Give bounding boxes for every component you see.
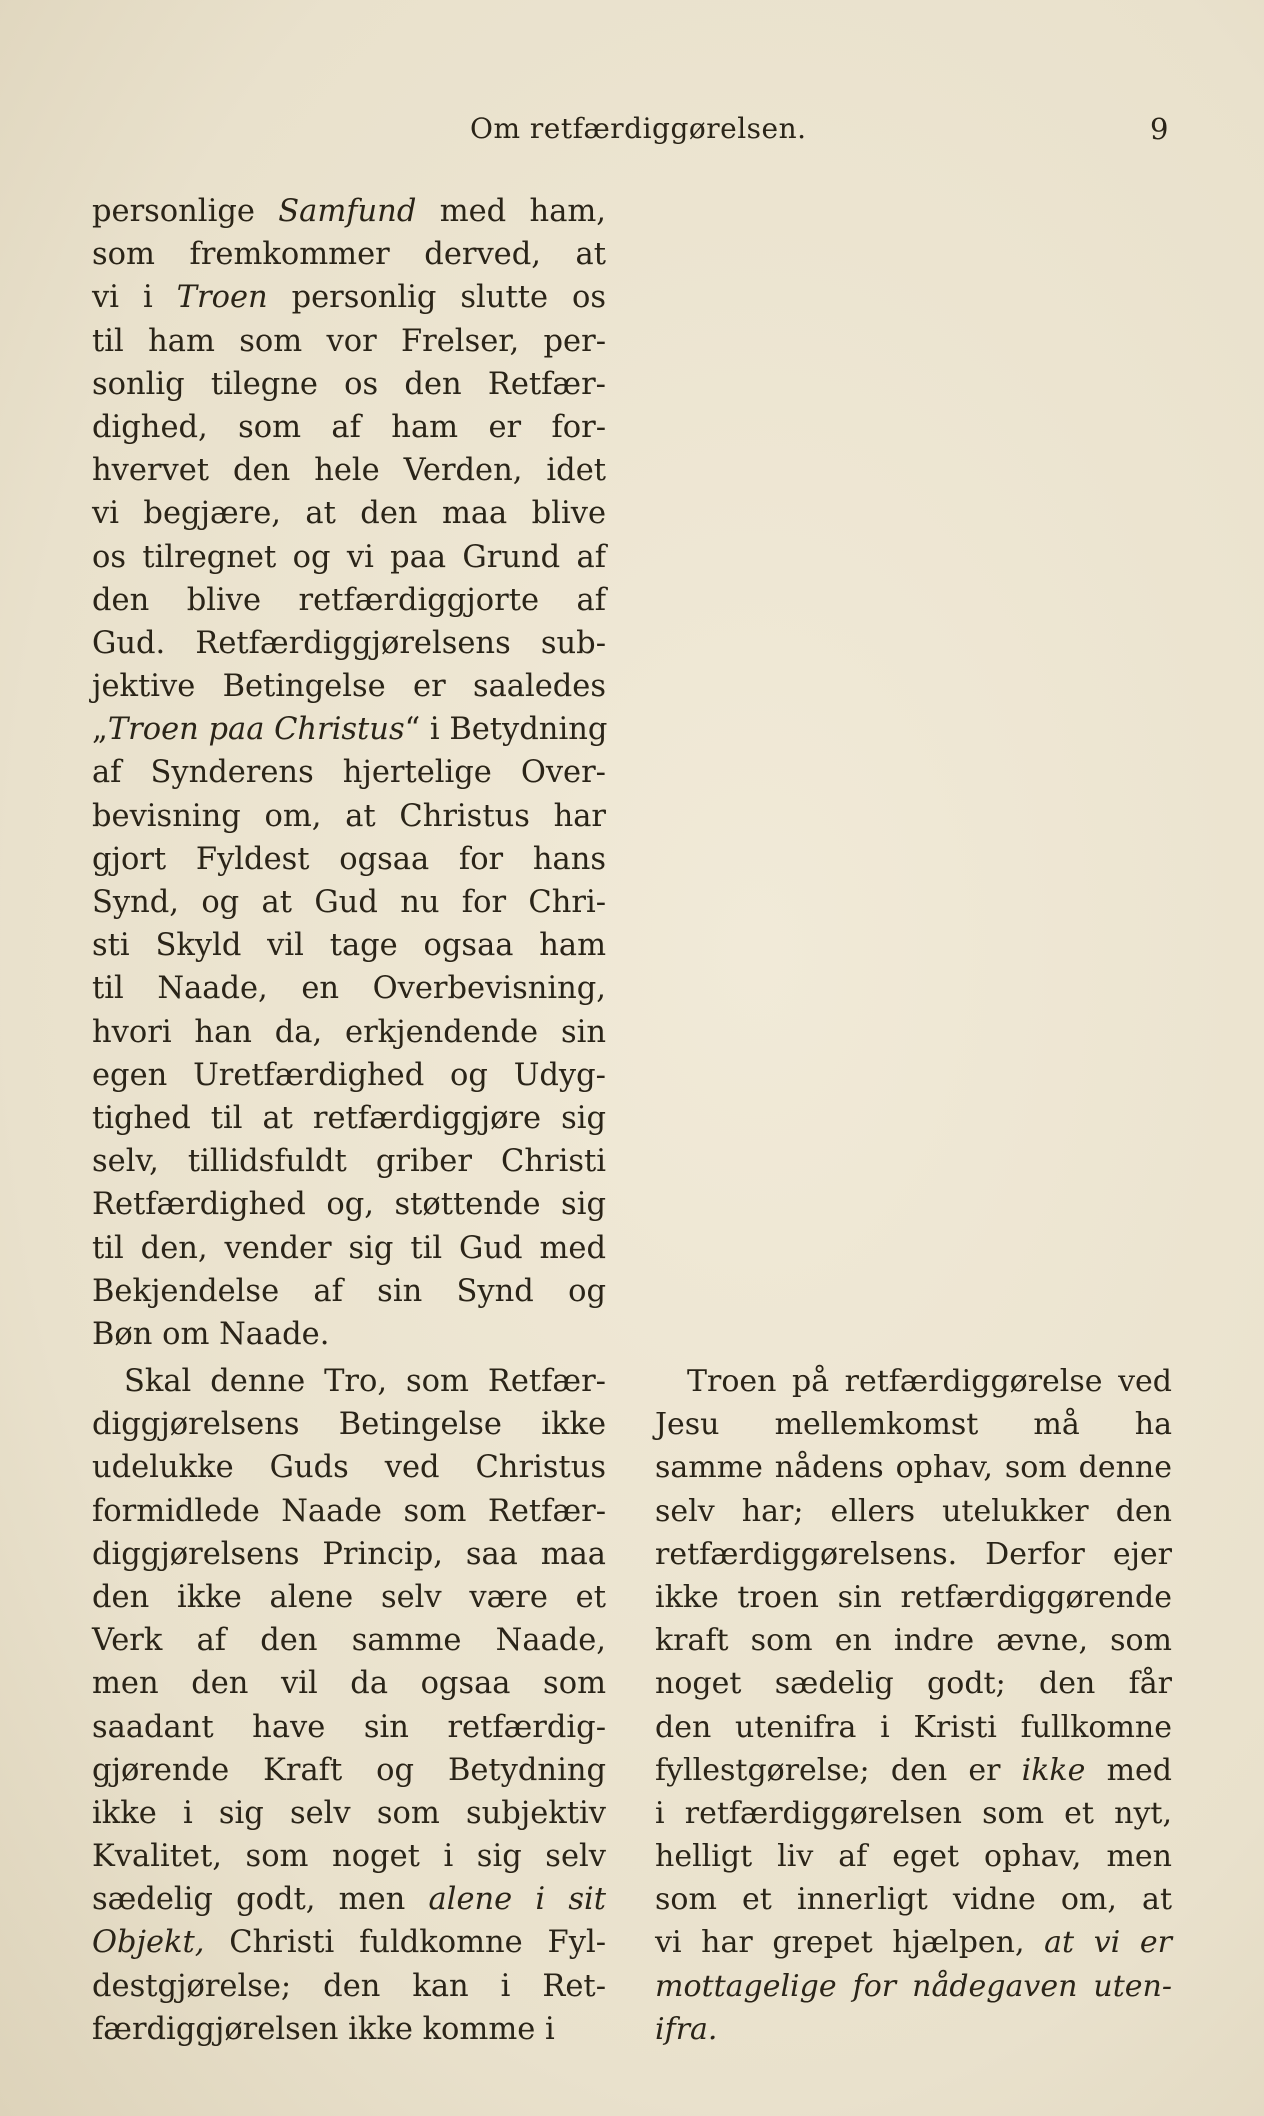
line-text: den ikke alene selv være et — [92, 1579, 606, 1615]
text-line — [92, 536, 606, 579]
line-text: fyllestgørelse; den er — [655, 1752, 1022, 1788]
text-line — [92, 1313, 606, 1356]
line-text: til den, vender sig til Gud med — [92, 1230, 606, 1266]
paragraph-1 — [92, 190, 606, 1356]
text-line — [92, 320, 606, 363]
text-line — [655, 1446, 1172, 1489]
emphasis-text: ikke — [1021, 1752, 1086, 1788]
text-line — [655, 1965, 1172, 2008]
text-line — [92, 1270, 606, 1313]
line-text: ikke troen sin retfærdiggørende — [655, 1579, 1172, 1615]
text-line — [92, 233, 606, 276]
text-line — [92, 967, 606, 1010]
text-line — [655, 1921, 1172, 1964]
line-text: Troen på retfærdiggørelse ved — [687, 1364, 1172, 1399]
text-line — [92, 1965, 606, 2008]
line-text: Jesu mellemkomst må ha — [655, 1407, 1172, 1443]
line-text: diggjørelsens Princip, saa maa — [92, 1536, 606, 1572]
text-line — [92, 1576, 606, 1619]
text-line — [92, 1921, 606, 1964]
line-text: dighed, som af ham er for- — [92, 409, 606, 445]
line-text: færdiggjørelsen ikke komme i — [92, 2011, 555, 2047]
line-text: den utenifra i Kristi fullkomne — [655, 1709, 1172, 1745]
text-line — [92, 1183, 606, 1226]
text-line — [655, 1706, 1172, 1749]
line-text: Kvalitet, som noget i sig selv — [92, 1839, 606, 1875]
line-text: til Naade, en Overbevisning, — [92, 971, 606, 1007]
line-text: men den vil da ogsaa som — [92, 1666, 606, 1702]
text-line — [655, 1619, 1172, 1662]
emphasis-text: ifra. — [655, 2011, 718, 2047]
line-text: i retfærdiggørelsen som et nyt, — [655, 1795, 1172, 1831]
text-line — [92, 1140, 606, 1183]
text-line — [92, 1011, 606, 1054]
line-text: sædelig godt, men — [92, 1882, 429, 1918]
line-text: med — [1085, 1752, 1172, 1788]
line-text: formidlede Naade som Retfær- — [92, 1493, 606, 1529]
line-text: af Synderens hjertelige Over- — [92, 755, 606, 791]
line-text: personlige — [92, 194, 279, 229]
text-line — [92, 1792, 606, 1835]
text-line — [655, 1835, 1172, 1878]
text-line — [92, 665, 606, 708]
line-text: Skal denne Tro, som Retfær- — [124, 1364, 606, 1399]
text-line — [92, 924, 606, 967]
line-text: samme nådens ophav, som denne — [655, 1450, 1172, 1486]
text-line — [92, 1403, 606, 1446]
line-text: hvervet den hele Verden, idet — [92, 453, 606, 489]
line-text: ikke i sig selv som subjektiv — [92, 1795, 606, 1831]
text-line — [92, 190, 606, 233]
line-text: tighed til at retfærdiggjøre sig — [92, 1100, 606, 1136]
text-line — [655, 1576, 1172, 1619]
text-line — [92, 1360, 606, 1403]
line-text: som et innerligt vidne om, at — [655, 1882, 1172, 1918]
text-line — [92, 1749, 606, 1792]
line-text: retfærdiggørelsens. Derfor ejer — [655, 1536, 1172, 1572]
emphasis-text: Objekt, — [92, 1925, 205, 1961]
line-text: egen Uretfærdighed og Udyg- — [92, 1057, 606, 1093]
line-text: Verk af den samme Naade, — [92, 1623, 606, 1659]
line-text: diggjørelsens Betingelse ikke — [92, 1407, 606, 1443]
line-text: Bøn om Naade. — [92, 1316, 330, 1352]
line-text: den blive retfærdiggjorte af — [92, 582, 606, 618]
text-line — [92, 1227, 606, 1270]
text-line — [92, 406, 606, 449]
text-line — [655, 1403, 1172, 1446]
line-text: til ham som vor Frelser, per- — [92, 323, 606, 359]
text-line — [92, 708, 606, 751]
line-text: udelukke Guds ved Christus — [92, 1450, 606, 1486]
text-line — [655, 1792, 1172, 1835]
text-line — [92, 579, 606, 622]
text-line — [655, 1533, 1172, 1576]
line-text: Christi fuldkomne Fyl- — [204, 1925, 606, 1961]
line-text: noget sædelig godt; den får — [655, 1666, 1172, 1702]
text-line — [92, 1835, 606, 1878]
text-line — [92, 276, 606, 319]
line-text: bevisning om, at Christus har — [92, 798, 606, 834]
text-line — [92, 881, 606, 924]
line-text: personlig slutte os — [267, 280, 606, 316]
line-text: “ i Betydning — [404, 712, 608, 748]
text-line — [92, 1533, 606, 1576]
text-line — [655, 1749, 1172, 1792]
text-line — [655, 1360, 1172, 1403]
line-text: helligt liv af eget ophav, men — [655, 1839, 1172, 1875]
running-header — [0, 112, 1264, 152]
emphasis-text: Samfund — [278, 194, 417, 229]
emphasis-text: Troen paa Christus — [107, 712, 405, 748]
text-line — [92, 492, 606, 535]
line-text: hvori han da, erkjendende sin — [92, 1014, 606, 1050]
line-text: som fremkommer derved, at — [92, 237, 606, 273]
line-text: gjørende Kraft og Betydning — [92, 1752, 606, 1788]
text-line — [655, 1878, 1172, 1921]
line-text: jektive Betingelse er saaledes — [92, 669, 606, 705]
line-text: vi i — [92, 280, 177, 316]
text-line — [655, 2008, 1172, 2051]
text-line — [655, 1662, 1172, 1705]
paragraph-2 — [92, 1360, 606, 2051]
text-line — [92, 1878, 606, 1921]
line-text: saadant have sin retfærdig- — [92, 1709, 606, 1745]
text-line — [92, 1054, 606, 1097]
line-text: sonlig tilegne os den Retfær- — [92, 366, 606, 402]
line-text: vi har grepet hjælpen, — [655, 1925, 1045, 1961]
line-text: selv har; ellers utelukker den — [655, 1493, 1172, 1529]
text-line — [92, 622, 606, 665]
text-line — [92, 449, 606, 492]
emphasis-text: alene i sit — [428, 1882, 606, 1918]
emphasis-text: mottagelige for nådegaven uten- — [655, 1968, 1172, 2004]
text-line — [655, 1490, 1172, 1533]
line-text: sti Skyld vil tage ogsaa ham — [92, 928, 606, 964]
text-line — [92, 795, 606, 838]
annotation-paragraph — [655, 1360, 1172, 2051]
line-text: Synd, og at Gud nu for Chri- — [92, 885, 606, 920]
line-text: vi begjære, at den maa blive — [92, 496, 606, 532]
line-text: kraft som en indre ævne, som — [655, 1623, 1172, 1659]
line-text: „ — [92, 712, 108, 748]
text-line — [92, 1446, 606, 1489]
line-text: os tilregnet og vi paa Grund af — [92, 539, 606, 575]
line-text: destgjørelse; den kan i Ret- — [92, 1968, 606, 2004]
line-text: Retfærdighed og, støttende sig — [92, 1187, 606, 1223]
line-text: med ham, — [416, 194, 606, 229]
line-text: gjort Fyldest ogsaa for hans — [92, 841, 606, 877]
text-line — [92, 363, 606, 406]
line-text: selv, tillidsfuldt griber Christi — [92, 1144, 606, 1180]
text-line — [92, 1619, 606, 1662]
text-line — [92, 2008, 606, 2051]
text-line — [92, 1490, 606, 1533]
running-title: Om retfærdiggørelsen. — [470, 112, 807, 145]
line-text: Bekjendelse af sin Synd og — [92, 1273, 606, 1309]
page-number: 9 — [1150, 112, 1169, 146]
text-line — [92, 1706, 606, 1749]
text-line — [92, 1097, 606, 1140]
text-line — [92, 751, 606, 794]
emphasis-text: Troen — [176, 280, 268, 316]
text-line — [92, 1662, 606, 1705]
emphasis-text: at vi er — [1044, 1925, 1172, 1961]
line-text: Gud. Retfærdiggjørelsens sub- — [92, 625, 606, 661]
text-line — [92, 838, 606, 881]
